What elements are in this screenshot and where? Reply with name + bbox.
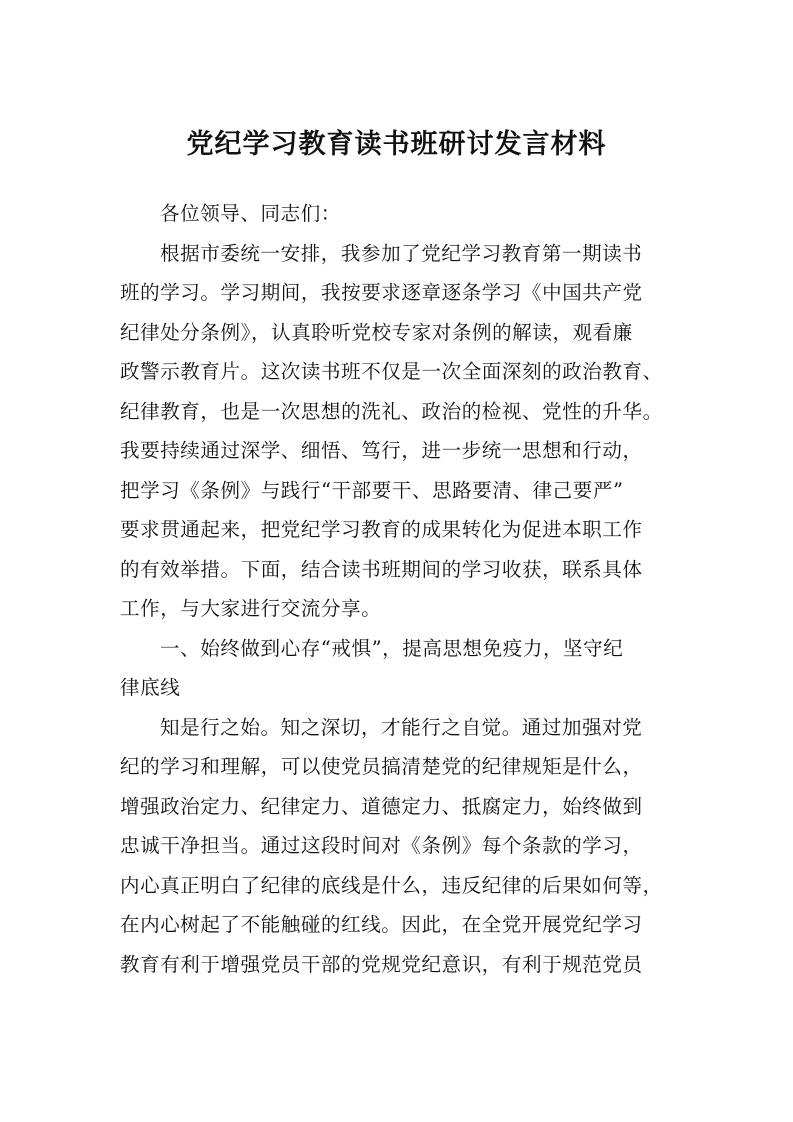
paragraph-line: 增强政治定力、纪律定力、道德定力、抵腐定力，始终做到: [120, 794, 643, 818]
paragraph-line: 的有效举措。下面，结合读书班期间的学习收获，联系具体: [120, 557, 643, 581]
document-body: [120, 194, 680, 984]
paragraph-line: 班的学习。学习期间，我按要求逐章逐条学习《中国共产党: [120, 281, 643, 304]
paragraph-line: 纪律处分条例》，认真聆听党校专家对条例的解读，观看廉: [120, 320, 633, 344]
section-heading-line: 一、始终做到心存“戒惧”，提高思想免疫力，坚守纪: [160, 636, 624, 660]
paragraph-line: 我要持续通过深学、细悟、笃行，进一步统一思想和行动，: [120, 439, 643, 462]
paragraph-line: 把学习《条例》与践行“干部要干、思路要清、律己要严”: [120, 478, 624, 502]
paragraph-line: 忠诚干净担当。通过这段时间对《条例》每个条款的学习，: [120, 834, 643, 857]
document-title: 党纪学习教育读书班研讨发言材料: [186, 129, 607, 160]
section-heading-line: 律底线: [120, 676, 181, 699]
paragraph-line: 工作，与大家进行交流分享。: [120, 597, 382, 620]
paragraph-line: 知是行之始。知之深切，才能行之自觉。通过加强对党: [160, 715, 643, 739]
paragraph-line: 纪律教育，也是一次思想的洗礼、政治的检视、党性的升华。: [120, 399, 663, 423]
salutation-line: 各位领导、同志们：: [160, 202, 341, 225]
paragraph-line: 政警示教育片。这次读书班不仅是一次全面深刻的政治教育、: [120, 360, 663, 383]
paragraph-line: 纪的学习和理解，可以使党员搞清楚党的纪律规矩是什么，: [120, 755, 643, 778]
paragraph-line: 教育有利于增强党员干部的党规党纪意识，有利于规范党员: [120, 952, 643, 976]
paragraph-line: 根据市委统一安排，我参加了党纪学习教育第一期读书: [160, 241, 643, 265]
paragraph-line: 内心真正明白了纪律的底线是什么，违反纪律的后果如何等，: [120, 873, 663, 897]
paragraph-line: 要求贯通起来，把党纪学习教育的成果转化为促进本职工作: [120, 518, 643, 541]
paragraph-line: 在内心树起了不能触碰的红线。因此，在全党开展党纪学习: [120, 913, 643, 936]
